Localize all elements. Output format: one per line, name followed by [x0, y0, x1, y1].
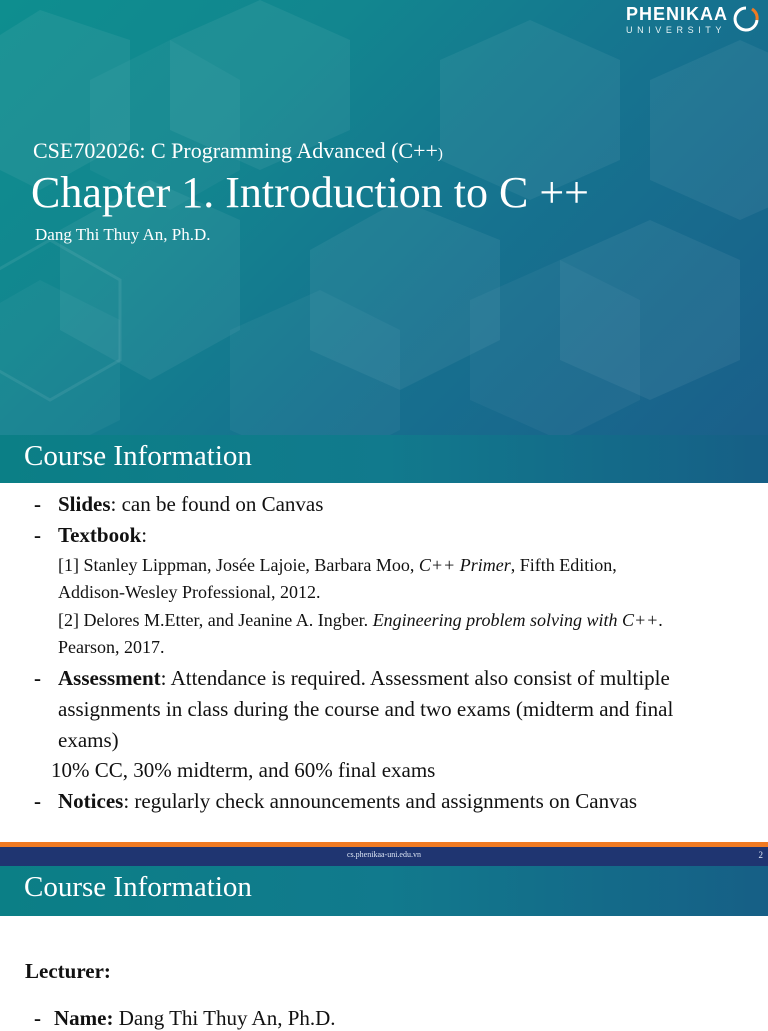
logo-subtitle: UNIVERSITY — [625, 25, 726, 35]
course-code-close: ) — [437, 146, 443, 162]
reference-1-publisher: Addison-Wesley Professional, 2012. — [58, 582, 321, 602]
assessment-item — [58, 666, 670, 691]
grading-breakdown: 10% CC, 30% midterm, and 60% final exams — [51, 758, 436, 782]
notices-item — [58, 789, 637, 814]
page-number: 2 — [758, 850, 763, 860]
slides-item — [58, 492, 323, 517]
ref1-authors: [1] Stanley Lippman, Josée Lajoie, Barbara Moo, — [58, 555, 419, 575]
assessment-text-1: : Attendance is required. Assessment also consist of multiple — [160, 666, 670, 690]
bullet-marker: - — [34, 789, 41, 813]
bullet-marker: - — [34, 523, 41, 547]
course-code — [33, 138, 443, 164]
slides-label: Slides — [58, 492, 111, 516]
assessment-text-2: assignments in class during the course and two exams (midterm and final — [58, 697, 674, 721]
ref1-title: C++ Primer — [418, 555, 511, 575]
logo-wordmark: PHENIKAA — [625, 4, 728, 24]
title-slide — [0, 0, 768, 435]
textbook-item — [58, 523, 147, 548]
ref2-title: Engineering problem solving with C++ — [372, 610, 659, 630]
textbook-label: Textbook — [58, 523, 142, 547]
slides-text: : can be found on Canvas — [110, 492, 324, 516]
reference-2 — [58, 610, 663, 631]
notices-text: : regularly check announcements and assignments on Canvas — [123, 789, 638, 813]
ref2-period: . — [658, 610, 663, 630]
author-name: Dang Thi Thuy An, Ph.D. — [35, 225, 211, 244]
footer-url: cs.phenikaa-uni.edu.vn — [347, 850, 421, 859]
phenikaa-swirl-icon — [732, 5, 760, 35]
bullet-marker: - — [34, 1006, 41, 1030]
reference-2-publisher: Pearson, 2017. — [58, 637, 165, 657]
bullet-marker: - — [34, 492, 41, 516]
name-label: Name: — [54, 1006, 114, 1030]
lecturer-label: Lecturer: — [25, 959, 111, 983]
course-code-text: CSE702026: C Programming Advanced (C++ — [33, 138, 438, 163]
ref1-edition: , Fifth Edition, — [510, 555, 617, 575]
reference-1 — [58, 555, 617, 576]
lecturer-name — [54, 1006, 336, 1031]
chapter-title: Chapter 1. Introduction to C ++ — [31, 168, 589, 217]
slide2-title: Course Information — [24, 440, 252, 472]
slide3-title: Course Information — [24, 871, 252, 903]
bullet-marker: - — [34, 666, 41, 690]
notices-label: Notices — [58, 789, 124, 813]
ref2-authors: [2] Delores M.Etter, and Jeanine A. Ingber. — [58, 610, 373, 630]
assessment-text-3: exams) — [58, 728, 119, 752]
name-text: Dang Thi Thuy An, Ph.D. — [113, 1006, 336, 1030]
assessment-label: Assessment — [58, 666, 161, 690]
textbook-colon: : — [141, 523, 148, 547]
